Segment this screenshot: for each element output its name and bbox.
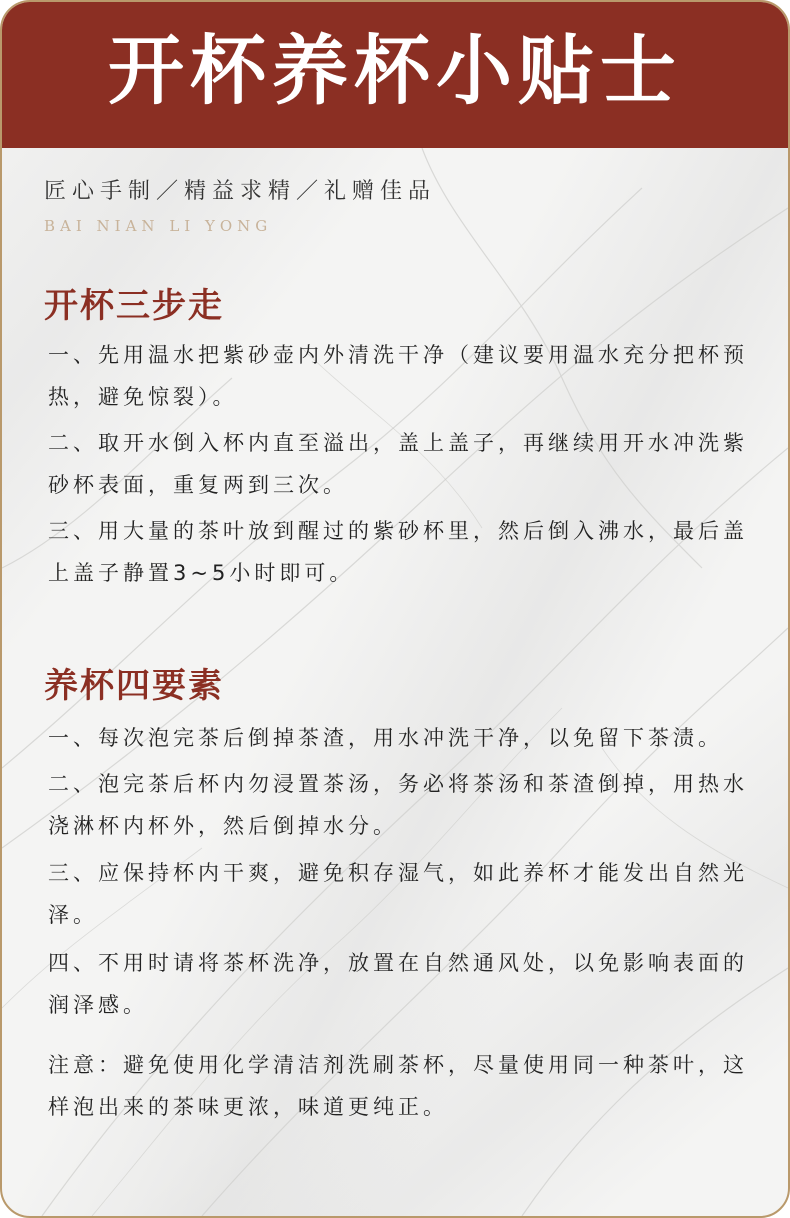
section-title-open-cup: 开杯三步走 (44, 286, 224, 326)
page-title: 开杯养杯小贴士 (108, 26, 682, 115)
maintain-cup-item-3: 三、应保持杯内干爽，避免积存湿气，如此养杯才能发出自然光泽。 (48, 861, 748, 927)
open-cup-step-1: 一、先用温水把紫砂壶内外清洗干净（建议要用温水充分把杯预热，避免惊裂）。 (48, 343, 748, 409)
maintain-cup-item-1: 一、每次泡完茶后倒掉茶渣，用水冲洗干净，以免留下茶渍。 (48, 726, 723, 750)
tagline-english: BAI NIAN LI YONG (44, 217, 273, 235)
section-title-maintain-cup: 养杯四要素 (44, 666, 224, 706)
open-cup-step-3: 三、用大量的茶叶放到醒过的紫砂杯里，然后倒入沸水，最后盖上盖子静置3~5小时即可。 (48, 519, 748, 585)
tagline: 匠心手制／精益求精／礼赠佳品 (44, 179, 437, 204)
header-banner (2, 2, 788, 148)
maintain-cup-item-4: 四、不用时请将茶杯洗净，放置在自然通风处，以免影响表面的润泽感。 (48, 951, 748, 1017)
care-note: 注意：避免使用化学清洁剂洗刷茶杯，尽量使用同一种茶叶，这样泡出来的茶味更浓，味道更纯正。 (48, 1053, 748, 1119)
open-cup-step-2: 二、取开水倒入杯内直至溢出，盖上盖子，再继续用开水冲洗紫砂杯表面，重复两到三次。 (48, 431, 748, 497)
maintain-cup-item-2: 二、泡完茶后杯内勿浸置茶汤，务必将茶汤和茶渣倒掉，用热水浇淋杯内杯外，然后倒掉水分。 (48, 772, 748, 838)
